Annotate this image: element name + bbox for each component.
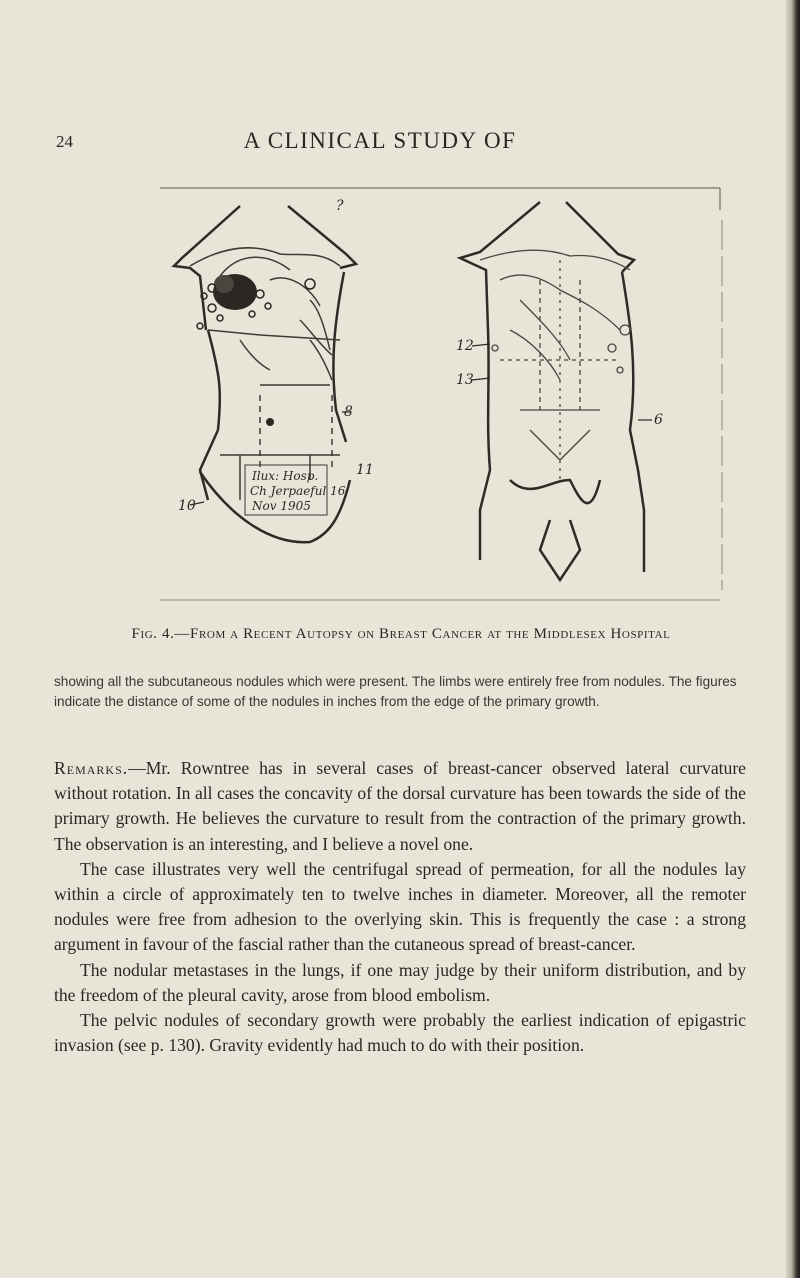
- figure-caption-text: showing all the subcutaneous nodules which were present. The limbs were entirely free from nodules. The figures indicate the distance of some of the nodules in inches from the edge of the primary growth.: [54, 674, 737, 709]
- distance-label: 10: [178, 498, 196, 514]
- figure-autopsy-diagram: [160, 180, 730, 610]
- posterior-torso-outline: [460, 202, 644, 580]
- handwriting-line-3: Nov 1905: [252, 499, 311, 513]
- remarks-label: Remarks.: [54, 758, 129, 778]
- distance-label: 8: [344, 404, 353, 420]
- paragraph: The case illustrates very well the centrifugal spread of permeation, for all the nodules lay within a circle of approximately ten to twelve inches in diameter. Moreover, all the remoter nodules were free from adhesion to the overlying skin. This is frequently the case : a strong argument in favour of the fascial rather than the cutaneous spread of breast-cancer.: [54, 858, 746, 955]
- distance-label: 12: [456, 338, 474, 354]
- page-edge: [786, 0, 800, 1278]
- figure-illustration: [160, 180, 730, 610]
- body-text: [54, 756, 746, 1058]
- figure-caption-title: Fig. 4.—From a Recent Autopsy on Breast Cancer at the Middlesex Hospital: [131, 626, 671, 642]
- primary-growth-mass: [197, 274, 315, 426]
- handwriting-line-1: Ilux: Hosp.: [252, 469, 319, 483]
- paragraph: The nodular metastases in the lungs, if one may judge by their uniform distribution, and by the freedom of the pleural cavity, arose from blood embolism.: [54, 959, 746, 1005]
- distance-label: 11: [356, 462, 374, 478]
- handwriting-line-2: Ch Jerpaeful 16: [250, 484, 346, 498]
- distance-label: 6: [654, 412, 663, 428]
- paragraph: [54, 756, 746, 857]
- distance-label: 13: [456, 372, 474, 388]
- distance-label: ?: [336, 198, 344, 214]
- running-title: A CLINICAL STUDY OF: [243, 128, 517, 153]
- paragraph: The pelvic nodules of secondary growth were probably the earliest indication of epigastric invasion (see p. 130). Gravity evidently had much to do with their position.: [54, 1010, 746, 1056]
- page-number: 24: [56, 132, 73, 151]
- paragraph-text: —Mr. Rowntree has in several cases of breast-cancer observed lateral curvature without rotation. In all cases the concavity of the dorsal curvature has been towards the side of the primary growth. He believes the curvature to result from the contraction of the primary growth. The observation is an interesting, and I believe a novel one.: [54, 758, 746, 854]
